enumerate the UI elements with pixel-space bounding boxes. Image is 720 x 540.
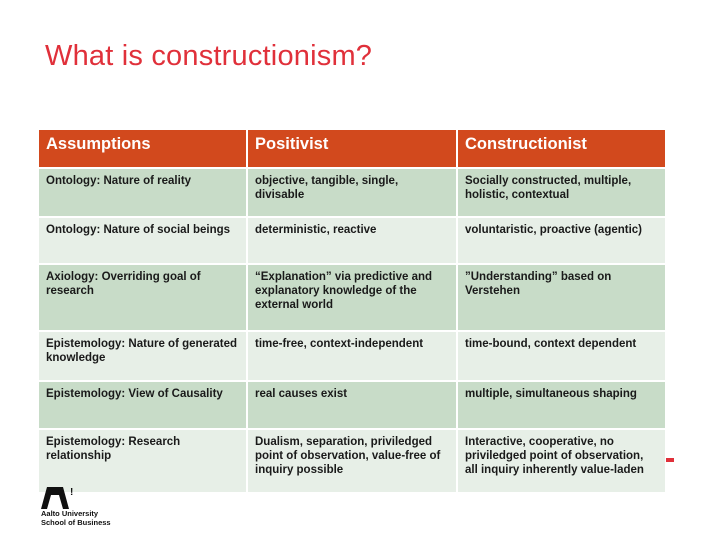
cell-assumption: Epistemology: Nature of generated knowledge [38,331,247,381]
cell-assumption: Epistemology: Research relationship [38,429,247,493]
table-row [38,381,666,429]
comparison-table [37,128,667,494]
logo-line-2: School of Business [41,518,111,527]
table-row [38,217,666,264]
cell-constructionist: Interactive, cooperative, no priviledged point of observation, all inquiry inherently value-laden [457,429,666,493]
table-row [38,168,666,217]
cell-positivist: objective, tangible, single, divisable [247,168,457,217]
cell-assumption: Ontology: Nature of reality [38,168,247,217]
cell-positivist: “Explanation” via predictive and explanatory knowledge of the external world [247,264,457,331]
aalto-a-icon [41,487,77,509]
table-row [38,429,666,493]
header-assumptions: Assumptions [38,129,247,168]
header-constructionist: Constructionist [457,129,666,168]
cell-constructionist: voluntaristic, proactive (agentic) [457,217,666,264]
cell-positivist: Dualism, separation, priviledged point of observation, value-free of inquiry possible [247,429,457,493]
accent-dash [666,458,674,462]
cell-constructionist: ”Understanding” based on Verstehen [457,264,666,331]
cell-assumption: Ontology: Nature of social beings [38,217,247,264]
svg-text:!: ! [70,487,74,498]
cell-constructionist: multiple, simultaneous shaping [457,381,666,429]
table-header-row [38,129,666,168]
aalto-logo [41,487,111,527]
table-row [38,331,666,381]
cell-assumption: Epistemology: View of Causality [38,381,247,429]
logo-line-1: Aalto University [41,509,99,518]
table-row [38,264,666,331]
header-positivist: Positivist [247,129,457,168]
slide-title: What is constructionism? [45,40,373,72]
cell-positivist: time-free, context-independent [247,331,457,381]
cell-positivist: deterministic, reactive [247,217,457,264]
cell-positivist: real causes exist [247,381,457,429]
cell-constructionist: Socially constructed, multiple, holistic, contextual [457,168,666,217]
cell-constructionist: time-bound, context dependent [457,331,666,381]
cell-assumption: Axiology: Overriding goal of research [38,264,247,331]
